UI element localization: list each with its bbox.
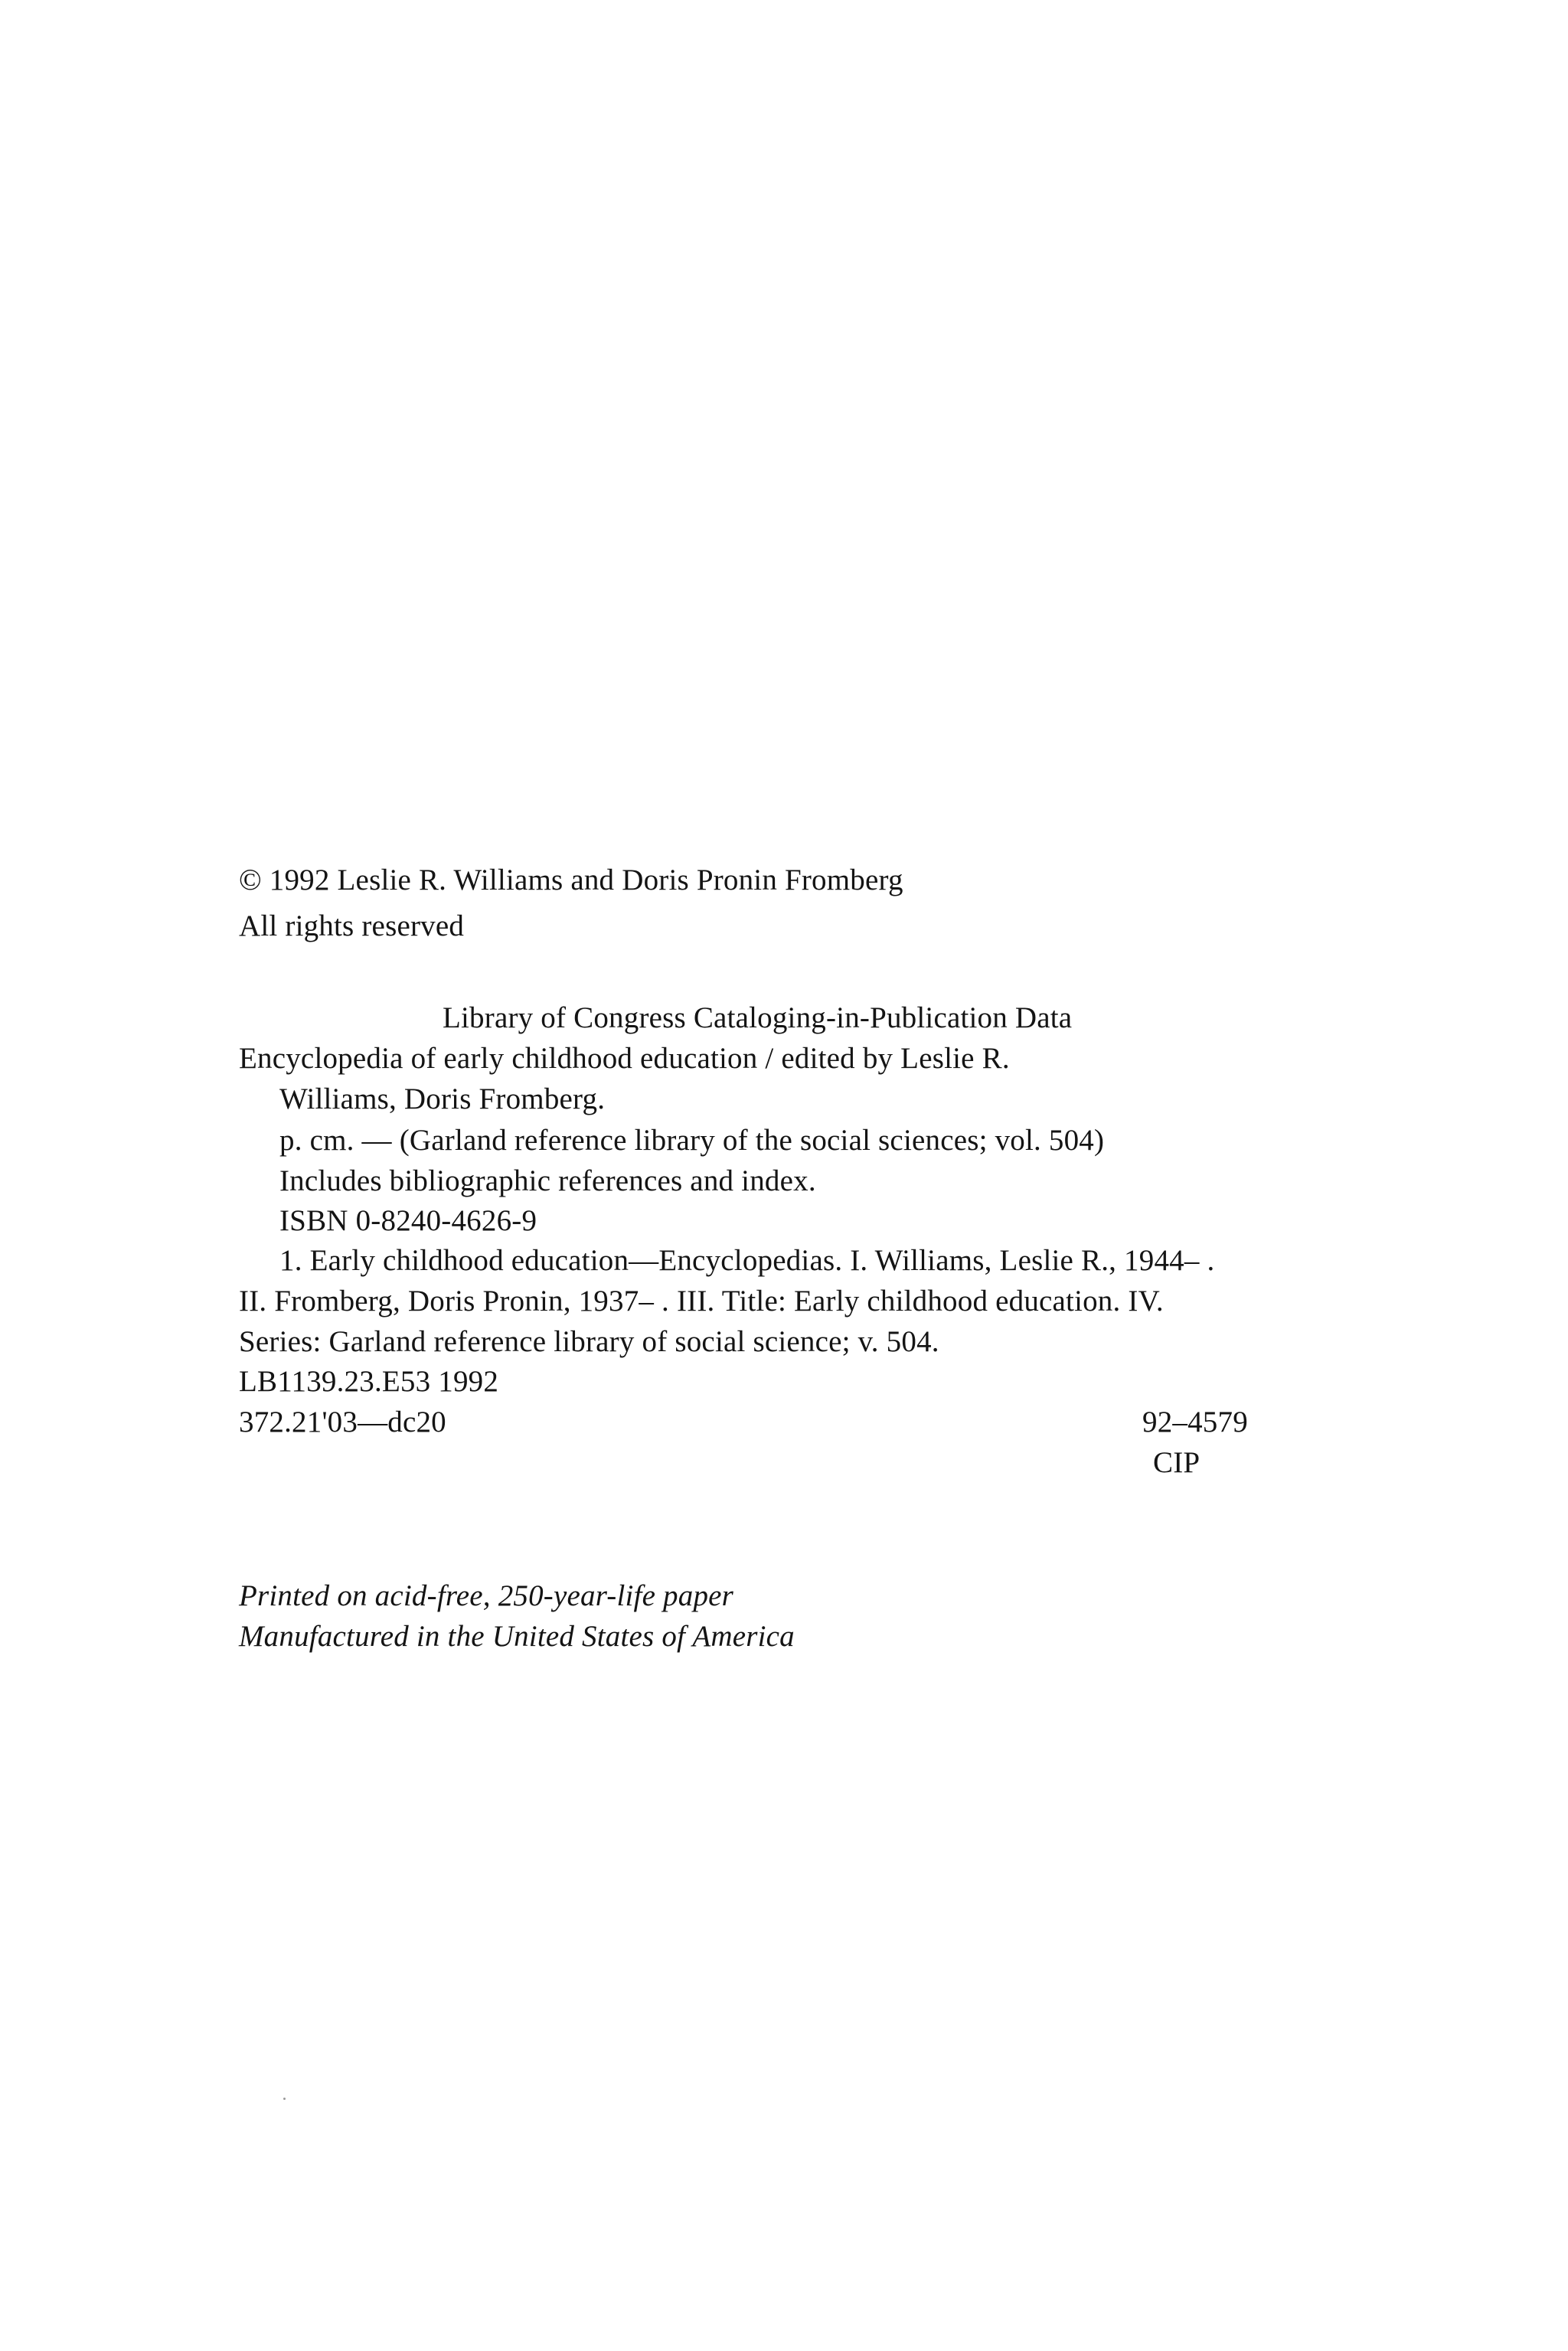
cip-lc-classification: LB1139.23.E53 1992: [239, 1365, 499, 1398]
cip-subjects-line-3: Series: Garland reference library of social science; v. 504.: [239, 1325, 939, 1358]
cip-isbn: ISBN 0-8240-4626-9: [279, 1204, 537, 1237]
cip-title-line-2: Williams, Doris Fromberg.: [279, 1082, 606, 1115]
manufacturing-statement: Manufactured in the United States of America: [239, 1620, 795, 1653]
cip-subjects-line-2: II. Fromberg, Doris Pronin, 1937– . III. Title: Early childhood education. IV.: [239, 1285, 1164, 1318]
paper-statement: Printed on acid-free, 250-year-life paper: [239, 1579, 734, 1612]
scan-speck: [283, 2098, 286, 2100]
cip-lccn: 92–4579: [1142, 1406, 1248, 1438]
copyright-notice: © 1992 Leslie R. Williams and Doris Pronin Fromberg: [239, 864, 903, 896]
cip-heading: Library of Congress Cataloging-in-Publication Data: [443, 1001, 1073, 1034]
cip-physical-description: p. cm. — (Garland reference library of the social sciences; vol. 504): [279, 1124, 1105, 1157]
cip-bibliography-note: Includes bibliographic references and index.: [279, 1164, 816, 1197]
cip-title-line-1: Encyclopedia of early childhood education / edited by Leslie R.: [239, 1042, 1010, 1075]
cip-dewey-number: 372.21'03—dc20: [239, 1406, 446, 1438]
rights-statement: All rights reserved: [239, 909, 465, 942]
cip-label: CIP: [1153, 1446, 1200, 1479]
cip-subjects-line-1: 1. Early childhood education—Encyclopedias. I. Williams, Leslie R., 1944– .: [279, 1244, 1215, 1277]
